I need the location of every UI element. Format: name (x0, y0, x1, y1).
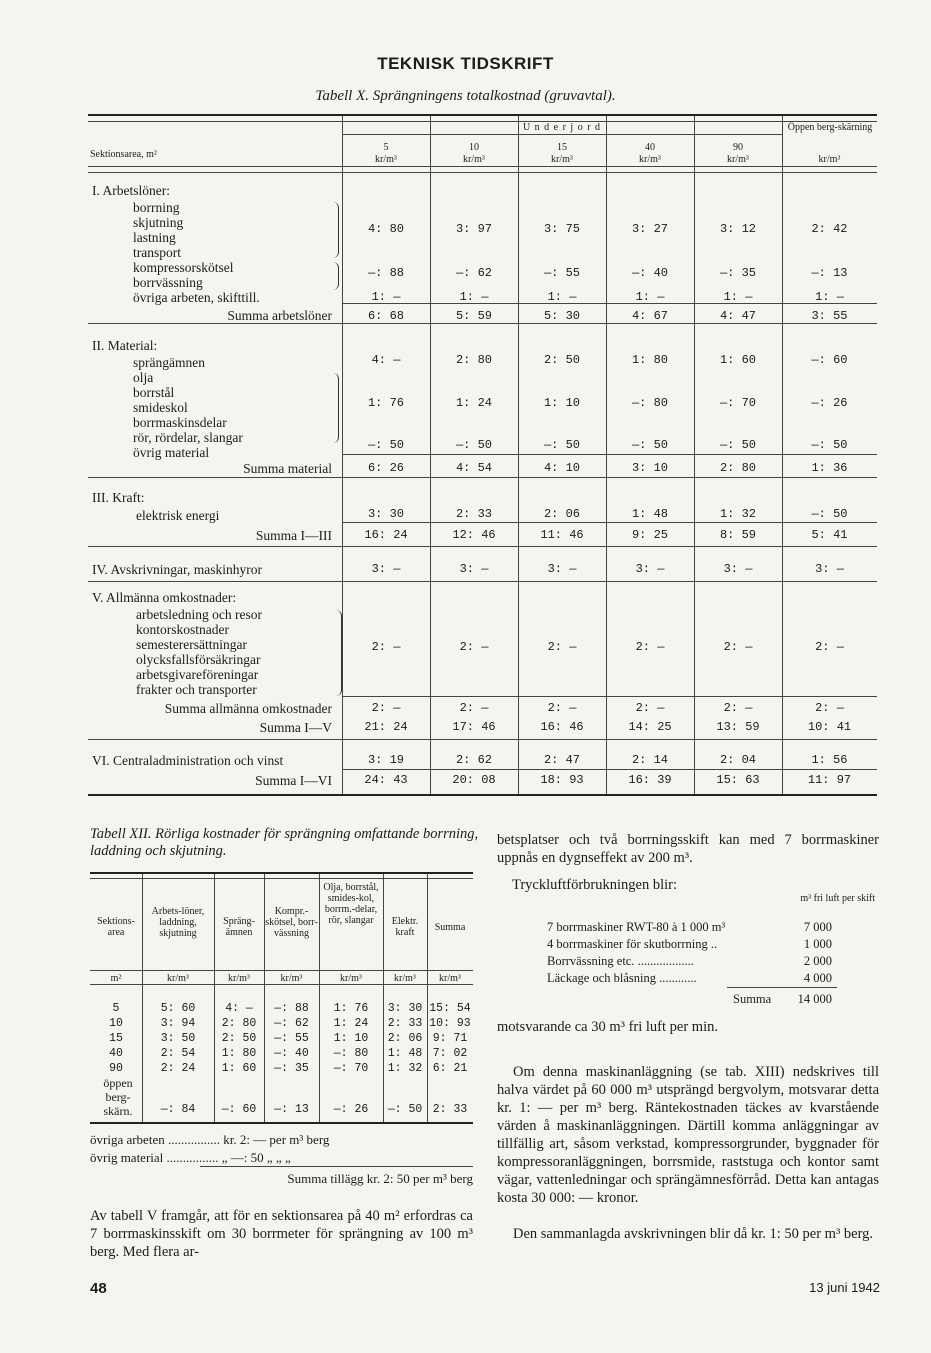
cell: 1: — (371, 290, 401, 304)
cell: —: 40 (631, 266, 668, 280)
table-x-divider (694, 116, 695, 794)
cell: 3: 97 (455, 222, 492, 236)
issue-date: 13 juni 1942 (809, 1280, 880, 1295)
cell: 3: — (547, 562, 577, 576)
extra-line: övriga arbeten ................ kr. 2: — per m³ berg (90, 1132, 330, 1147)
cell: —: 70 (333, 1062, 369, 1075)
table-xii-rule (90, 984, 473, 985)
brace (333, 202, 339, 258)
air-item-value: 7 000 (803, 920, 832, 934)
cell: 2: — (723, 640, 753, 654)
brace (333, 262, 339, 290)
section-v-title: V. Allmänna omkostnader: (92, 590, 237, 605)
table-x-divider (782, 116, 783, 794)
sum-label: Summa arbetslöner (227, 308, 332, 323)
table-xii-rule (90, 878, 473, 879)
cell: 3: 30 (367, 507, 404, 521)
sum-label: Summa I—V (259, 720, 332, 735)
cell: 6: 26 (367, 461, 404, 475)
item-label: rör, rördelar, slangar (133, 430, 243, 445)
journal-title: TEKNISK TIDSKRIFT (377, 54, 554, 73)
cell: 1: 48 (631, 507, 668, 521)
cell: 11: 97 (807, 773, 852, 787)
cell: 2: — (815, 640, 844, 654)
brace (333, 373, 339, 443)
cell: 16: 39 (628, 773, 672, 787)
cell: 2: — (635, 701, 665, 715)
table-x-rule (88, 172, 877, 173)
cell: 9: 25 (631, 528, 668, 542)
cell: 4: 10 (543, 461, 580, 475)
cell: 21: 24 (364, 720, 408, 734)
air-item-label: Borrvässning etc. .................. (547, 954, 694, 968)
cell: 1: 32 (387, 1062, 423, 1075)
table-xii-divider (427, 874, 428, 1122)
air-list (497, 890, 879, 1010)
cell: 3: — (459, 562, 489, 576)
cell: 11: 46 (540, 528, 584, 542)
cell: 1: 76 (333, 1002, 369, 1015)
air-item-label: Läckage och blåsning ............ (547, 971, 697, 985)
cell: 2: — (547, 640, 577, 654)
item-label: smideskol (133, 400, 188, 415)
cell: 7: 02 (432, 1047, 468, 1060)
air-sum-label: Summa (733, 992, 772, 1006)
cell: 3: — (371, 562, 401, 576)
cell: 15: 63 (716, 773, 760, 787)
cell: 18: 93 (540, 773, 584, 787)
column-header: Summa (434, 922, 466, 933)
cell: 1: — (547, 290, 577, 304)
cell: 10: 41 (807, 720, 852, 734)
cell: 2: 80 (221, 1017, 257, 1030)
cell: 3: 30 (387, 1002, 423, 1015)
cell: —: 35 (274, 1062, 309, 1075)
cell: 2: 50 (221, 1032, 257, 1045)
rule (342, 522, 877, 523)
table-x-group-header: U n d e r j o r d (522, 122, 602, 133)
item-label: kontorskostnader (136, 622, 229, 637)
cell: 1: 80 (631, 353, 668, 367)
cell: 2: — (635, 640, 665, 654)
sum-rule (200, 1166, 473, 1167)
rule (88, 477, 877, 478)
sum-label: Summa material (243, 461, 332, 476)
cell: 1: 10 (333, 1032, 369, 1045)
section-i-title: I. Arbetslöner: (92, 183, 170, 198)
cell: 3: 27 (631, 222, 668, 236)
cell: —: 40 (274, 1047, 309, 1060)
item-label: borrning (133, 200, 180, 215)
col-unit: kr/m³ (818, 154, 841, 165)
cell: 2: — (547, 701, 577, 715)
item-label: skjutning (133, 215, 184, 230)
right-paragraph: betsplatser och två borrningsskift kan med 7 borrmaskiner uppnås en dygnseffekt av 200 m³. (497, 832, 879, 866)
table-x-divider (518, 116, 519, 794)
cell: 6: 68 (367, 309, 404, 323)
unit-label: kr/m³ (280, 973, 303, 984)
item-label: borrvässning (133, 275, 203, 290)
cell: 40 (109, 1047, 123, 1060)
cell: 2: — (371, 701, 401, 715)
cell: 3: — (723, 562, 753, 576)
right-paragraph: motsvarande ca 30 m³ fri luft per min. (497, 1019, 718, 1035)
cell: —: 80 (333, 1047, 369, 1060)
col-unit: kr/m³ (639, 154, 661, 165)
cell: 1: 76 (367, 396, 404, 410)
extra-line: övrig material ................ „ —: 50 „ „ „ (90, 1150, 291, 1165)
cell: 90 (109, 1062, 123, 1075)
col-area: 40 (645, 142, 655, 153)
cell: —: 80 (631, 396, 668, 410)
cell: 3: 19 (367, 753, 404, 767)
cell: 2: 33 (455, 507, 492, 521)
item-label: övriga arbeten, skifttill. (133, 290, 260, 305)
unit-label: kr/m³ (394, 973, 416, 984)
cell: 1: 56 (811, 753, 848, 767)
cell: 1: 32 (719, 507, 756, 521)
col-unit: kr/m³ (463, 154, 485, 165)
cell: 17: 46 (452, 720, 496, 734)
cell: 4: 67 (631, 309, 668, 323)
air-item-label: 4 borrmaskiner för skutborrning .. (547, 937, 718, 951)
cell: —: 50 (631, 438, 668, 452)
cell: 10: 93 (429, 1017, 471, 1030)
cell: 1: 80 (221, 1047, 257, 1060)
cell: 14: 25 (628, 720, 672, 734)
table-x-rule (88, 166, 877, 167)
cell: —: 62 (274, 1017, 309, 1030)
cell: 1: — (723, 290, 753, 304)
col-area: 10 (469, 142, 479, 153)
table-x (88, 114, 877, 796)
cell: —: 50 (367, 438, 404, 452)
cell: 2: — (459, 640, 489, 654)
air-item-label: 7 borrmaskiner RWT-80 à 1 000 m³ (547, 920, 726, 934)
column-header: Spräng-ämnen (223, 916, 255, 938)
cell: 5 (112, 1002, 120, 1015)
cell: —: 88 (367, 266, 404, 280)
cell: 5: 59 (455, 309, 492, 323)
table-xii-divider (383, 874, 384, 1122)
sum-label: Summa I—VI (255, 773, 332, 788)
cell: —: 26 (811, 396, 848, 410)
item-label: borrstål (133, 385, 175, 400)
item-label: olycksfallsförsäkringar (136, 652, 261, 667)
cell: 1: 60 (221, 1062, 257, 1075)
cell: —: 50 (811, 438, 848, 452)
cell: 4: — (225, 1002, 253, 1015)
cell: 6: 21 (432, 1062, 468, 1075)
cell: 5: 41 (811, 528, 848, 542)
rule (88, 323, 877, 324)
row-label: öppen berg-skärn. (103, 1076, 133, 1118)
right-paragraph: Om denna maskinanläggning (se tab. XIII) nedskrives till halva värdet på 60 000 m³ utsprängd bergvolym, motsvarar detta kr. 1: — per m³ berg. Räntekostnaden täckes av kvarstående värden å maskinanläggningen. Därtill komma anläggningar av tillfällig art, såsom verkstad, kompressorgrunder, byggnader för kompressoranläggningen, borrsmide, raststuga och kontor samt vägar, vattenledningar och sprängämnesförråd. Detta kan antagas kosta 30 000: — kronor. (497, 1064, 879, 1206)
item-label: sprängämnen (133, 355, 205, 370)
cell: 3: — (815, 562, 844, 576)
table-xii (90, 872, 473, 1124)
rule (342, 454, 877, 455)
cell: 3: 10 (631, 461, 668, 475)
cell: 2: 50 (543, 353, 580, 367)
col-unit: kr/m³ (375, 154, 397, 165)
table-x-divider (606, 116, 607, 794)
left-paragraph: Av tabell V framgår, att för en sektionsarea på 40 m² erfordras ca 7 borrmaskinsskift om 30 borrmeter för sprängning av 100 m³ berg. Med flera ar- (90, 1208, 473, 1260)
item-label: arbetsledning och resor (136, 607, 262, 622)
unit-label: kr/m³ (340, 973, 362, 984)
rule (88, 739, 877, 740)
cell: 2: — (815, 701, 844, 715)
air-title: Tryckluftförbrukningen blir: (512, 877, 677, 893)
section-vi-title: VI. Centraladministration och vinst (92, 753, 284, 768)
cell: 2: 80 (719, 461, 756, 475)
table-x-divider (430, 116, 431, 794)
cell: —: 62 (455, 266, 492, 280)
cell: 3: 75 (543, 222, 580, 236)
cell: 20: 08 (452, 773, 496, 787)
air-item-value: 1 000 (803, 937, 832, 951)
cell: 1: 60 (719, 353, 756, 367)
cell: 4: 54 (455, 461, 492, 475)
column-header: Arbets-löner, laddning, skjutning (151, 906, 205, 939)
rule (342, 696, 877, 697)
column-header: Elektr. kraft (391, 916, 419, 938)
cell: 2: 06 (387, 1032, 423, 1045)
cell: 2: 06 (543, 507, 580, 521)
col-unit: kr/m³ (727, 154, 749, 165)
section-iv-title: IV. Avskrivningar, maskinhyror (92, 562, 262, 577)
cell: 13: 59 (716, 720, 760, 734)
cell: 12: 46 (452, 528, 496, 542)
cell: 3: 94 (160, 1017, 196, 1030)
cell: 2: 80 (455, 353, 492, 367)
col-area: 5 (383, 142, 389, 153)
item-label: frakter och transporter (136, 682, 257, 697)
cell: 10 (109, 1017, 123, 1030)
cell: 1: 24 (455, 396, 492, 410)
cell: 4: 80 (367, 222, 404, 236)
col-area: 90 (733, 142, 743, 153)
cell: —: 50 (719, 438, 756, 452)
unit-label: kr/m³ (228, 973, 250, 984)
cell: 2: — (371, 640, 401, 654)
cell: —: 50 (543, 438, 580, 452)
cell: —: 35 (719, 266, 756, 280)
cell: 16: 24 (364, 528, 408, 542)
cell: 2: 62 (455, 753, 492, 767)
air-item-value: 2 000 (803, 954, 832, 968)
table-x-divider (342, 116, 343, 794)
cell: 5: 60 (160, 1002, 196, 1015)
item-label: semesterersättningar (136, 637, 247, 652)
cell: —: 84 (160, 1103, 196, 1116)
cell: —: 13 (274, 1103, 309, 1116)
cell: 15: 54 (429, 1002, 471, 1015)
section-ii-title: II. Material: (92, 338, 158, 353)
rule (342, 303, 877, 304)
cell: —: 55 (274, 1032, 309, 1045)
table-xii-rule (90, 970, 473, 971)
unit-label: kr/m³ (167, 973, 189, 984)
cell: —: 13 (811, 266, 848, 280)
cell: 2: — (459, 701, 489, 715)
cell: 24: 43 (364, 773, 408, 787)
table-x-open-header: Öppen berg-skärning (787, 122, 873, 133)
cell: 4: — (371, 353, 401, 367)
cell: —: 50 (387, 1103, 423, 1116)
cell: 8: 59 (719, 528, 756, 542)
air-unit: m³ fri luft per skift (800, 893, 875, 904)
table-x-caption: Tabell X. Sprängningens totalkostnad (gruvavtal). (315, 88, 616, 104)
column-header: Sektions-area (97, 916, 135, 938)
cell: 16: 46 (540, 720, 584, 734)
item-label: arbetsgivareföreningar (136, 667, 259, 682)
cell: 2: 14 (631, 753, 668, 767)
col-unit: kr/m³ (551, 154, 573, 165)
cell: 1: — (459, 290, 489, 304)
cell: 5: 30 (543, 309, 580, 323)
cell: 2: 42 (811, 222, 848, 236)
cell: 2: 24 (160, 1062, 196, 1075)
page-number: 48 (90, 1280, 107, 1297)
column-header: Kompr.-skötsel, borr-vässning (265, 906, 318, 939)
item-label: övrig material (133, 445, 210, 460)
column-header: Olja, borrstål, smides-kol, borrm.-delar, rör, slangar (323, 882, 379, 926)
unit-label: kr/m³ (439, 973, 461, 984)
cell: 1: — (815, 290, 844, 304)
table-x-label-header: Sektionsarea, m² (90, 149, 157, 160)
item-label: elektrisk energi (136, 508, 220, 523)
cell: 2: 33 (387, 1017, 423, 1030)
section-iii-title: III. Kraft: (92, 490, 145, 505)
rule (88, 546, 877, 547)
cell: —: 26 (333, 1103, 369, 1116)
item-label: borrmaskinsdelar (133, 415, 227, 430)
air-sum-value: 14 000 (797, 992, 832, 1006)
sum-label: Summa I—III (255, 528, 332, 543)
extra-sum: Summa tillägg kr. 2: 50 per m³ berg (287, 1171, 473, 1186)
cell: 3: 55 (811, 309, 848, 323)
unit-label: m² (110, 973, 122, 984)
cell: 1: — (635, 290, 665, 304)
cell: 3: 50 (160, 1032, 196, 1045)
cell: —: 60 (811, 353, 848, 367)
cell: —: 55 (543, 266, 580, 280)
cell: 1: 48 (387, 1047, 423, 1060)
table-x-rule (342, 134, 782, 135)
cell: 2: 47 (543, 753, 580, 767)
cell: 1: 10 (543, 396, 580, 410)
right-paragraph: Den sammanlagda avskrivningen blir då kr. 1: 50 per m³ berg. (513, 1226, 874, 1242)
sum-label: Summa allmänna omkostnader (164, 701, 332, 716)
cell: 2: 33 (432, 1103, 468, 1116)
air-item-value: 4 000 (803, 971, 832, 985)
sum-rule (727, 987, 837, 988)
table-xii-divider (214, 874, 215, 1122)
cell: 3: 12 (719, 222, 756, 236)
cell: 15 (109, 1032, 123, 1045)
cell: —: 60 (221, 1103, 257, 1116)
cell: —: 50 (811, 507, 848, 521)
cell: 1: 36 (811, 461, 848, 475)
cell: 9: 71 (432, 1032, 468, 1045)
item-label: lastning (133, 230, 176, 245)
table-xii-caption: Tabell XII. Rörliga kostnader för sprängning omfattande borrning, laddning och skjutning. (90, 826, 479, 859)
cell: 4: 47 (719, 309, 756, 323)
cell: —: 50 (455, 438, 492, 452)
item-label: olja (133, 370, 154, 385)
rule (342, 769, 877, 770)
item-label: kompressorskötsel (133, 260, 234, 275)
cell: 2: — (723, 701, 753, 715)
cell: 2: 54 (160, 1047, 196, 1060)
cell: —: 70 (719, 396, 756, 410)
cell: —: 88 (274, 1002, 309, 1015)
item-label: transport (133, 245, 181, 260)
cell: 2: 04 (719, 753, 756, 767)
col-area: 15 (557, 142, 567, 153)
rule (88, 581, 877, 582)
cell: 1: 24 (333, 1017, 369, 1030)
cell: 3: — (635, 562, 665, 576)
